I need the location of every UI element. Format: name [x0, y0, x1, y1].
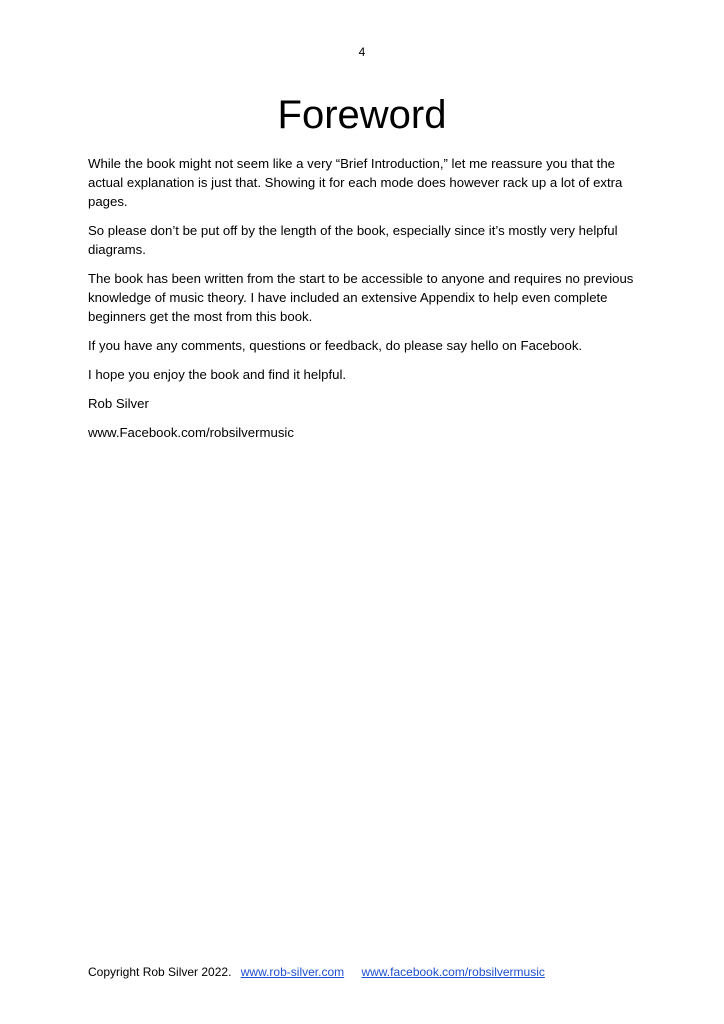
foreword-body [88, 154, 636, 452]
paragraph-intro: While the book might not seem like a very “Brief Introduction,” let me reassure you that the actual explanation is just that. Showing it for each mode does however rack up a lot of extra pages. [88, 156, 623, 209]
author-signature: Rob Silver [88, 396, 149, 411]
paragraph-accessibility: The book has been written from the start to be accessible to anyone and requires no previous knowledge of music theory. I have included an extensive Appendix to help even complete beginners get the most from this book. [88, 271, 634, 324]
page-title: Foreword [277, 93, 447, 137]
paragraph-enjoy: I hope you enjoy the book and find it helpful. [88, 367, 347, 382]
author-facebook: www.Facebook.com/robsilvermusic [88, 425, 294, 440]
footer-website-link[interactable]: www.rob-silver.com [240, 965, 345, 979]
footer-copyright: Copyright Rob Silver 2022. [88, 965, 232, 979]
page-footer [88, 964, 648, 980]
page-number: 4 [358, 45, 366, 59]
paragraph-length: So please don’t be put off by the length of the book, especially since it’s mostly very helpful diagrams. [88, 223, 618, 257]
paragraph-feedback: If you have any comments, questions or feedback, do please say hello on Facebook. [88, 338, 583, 353]
footer-facebook-link[interactable]: www.facebook.com/robsilvermusic [361, 965, 545, 979]
